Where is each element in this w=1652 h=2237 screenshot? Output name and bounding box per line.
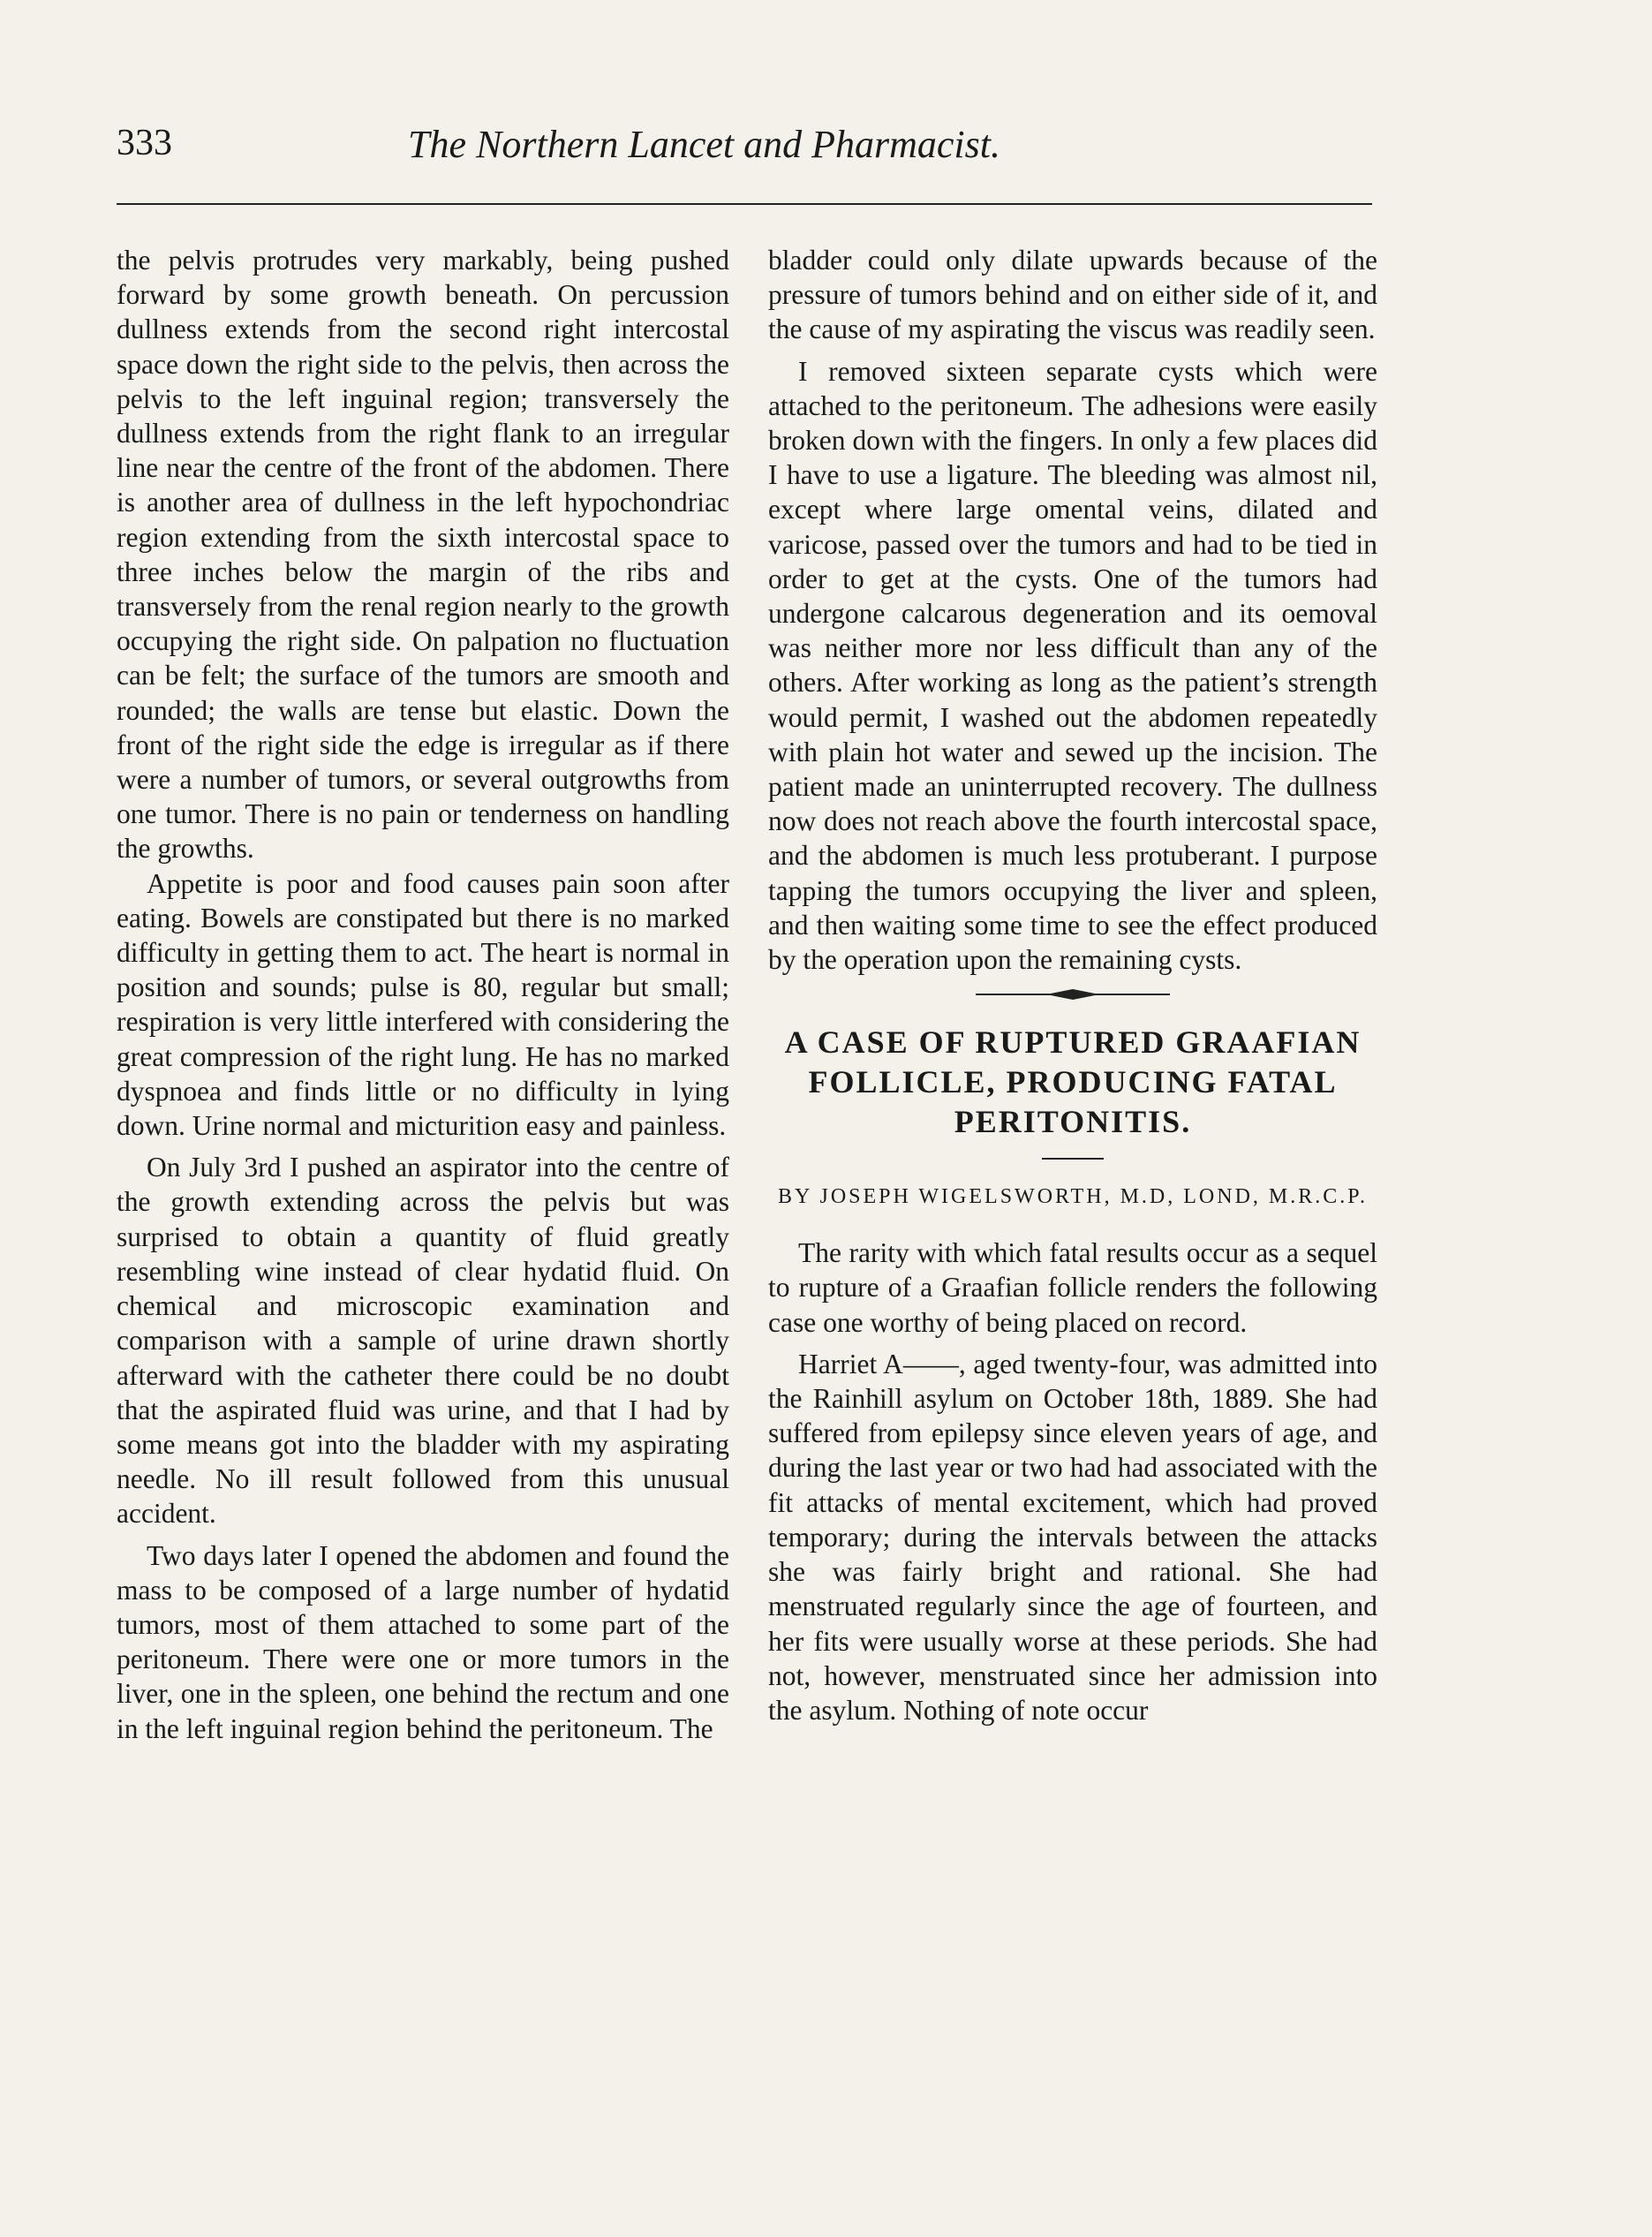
article-title: A CASE OF RUPTURED GRAAFIAN FOLLICLE, PRODUCING FATAL PERITONITIS.: [784, 1024, 1362, 1140]
title-rule: [1042, 1158, 1104, 1160]
right-column: [768, 243, 1377, 1727]
paragraph: I removed sixteen separate cysts which were attached to the peritoneum. The adhesions were easily broken down with the fingers. In only a few places did I have to use a ligature. The bleeding was almost nil, except where large omental veins, dilated and varicose, passed over the tumors and had to be tied in order to get at the cysts. One of the tumors had undergone calcarous degeneration and its oemoval was neither more nor less difficult than any of the others. After working as long as the patient’s strength would permit, I washed out the abdomen repeatedly with plain hot water and sewed up the incision. The patient made an uninterrupted recovery. The dullness now does not reach above the fourth intercostal space, and the abdomen is much less protuberant. I purpose tapping the tumors occupying the liver and spleen, and then waiting some time to see the effect produced by the operation upon the remaining cysts.: [768, 355, 1377, 976]
header-rule: [117, 203, 1372, 205]
paragraph: Appetite is poor and food causes pain soon after eating. Bowels are constipated but there is no marked difficulty in getting them to act. The heart is normal in position and sounds; pulse is 80, regular but small; respiration is very little interfered with considering the great compression of the right lung. He has no marked dyspnoea and finds little or no difficulty in lying down. Urine normal and micturition easy and painless.: [117, 867, 729, 1142]
paragraph: the pelvis protrudes very markably, being pushed forward by some growth beneath. On percussion dullness extends from the second right intercostal space down the right side to the pelvis, then across the pelvis to the left inguinal region; transversely the dullness extends from the right flank to an irregular line near the centre of the front of the abdomen. There is another area of dullness in the left hypochondriac region extending from the sixth intercostal space to three inches below the margin of the ribs and transversely from the renal region nearly to the growth occupying the right side. On palpation no fluctuation can be felt; the surface of the tumors are smooth and rounded; the walls are tense but elastic. Down the front of the right side the edge is irregular as if there were a number of tumors, or several outgrowths from one tumor. There is no pain or tenderness on handling the growths.: [117, 245, 729, 865]
section-divider-ornament: [976, 987, 1170, 1001]
paragraph: bladder could only dilate upwards because of the pressure of tumors behind and on either side of it, and the cause of my aspirating the viscus was readily seen.: [768, 245, 1377, 345]
page-number: 333: [117, 123, 172, 163]
page-header: [117, 122, 1372, 184]
paragraph: On July 3rd I pushed an aspirator into the centre of the growth extending across the pelvis but was surprised to obtain a quantity of fluid greatly resembling wine instead of clear hydatid fluid. On chemical and microscopic examination and comparison with a sample of urine drawn shortly afterward with the catheter there could be no doubt that the aspirated fluid was urine, and that I had by some means got into the bladder with my aspirating needle. No ill result followed from this unusual accident.: [117, 1152, 729, 1530]
paragraph: Two days later I opened the abdomen and found the mass to be composed of a large number of hydatid tumors, most of them attached to some part of the peritoneum. There were one or more tumors in the liver, one in the spleen, one behind the rectum and one in the left inguinal region behind the peritoneum. The: [117, 1539, 729, 1744]
paragraph: Harriet A——, aged twenty-four, was admitted into the Rainhill asylum on October 18th, 1889. She had suffered from epilepsy since eleven years of age, and during the last year or two had had associated with the fit attacks of mental excitement, which had proved temporary; during the intervals between the attacks she was fairly bright and rational. She had menstruated regularly since the age of fourteen, and her fits were usually worse at these periods. She had not, however, menstruated since her admission into the asylum. Nothing of note occur: [768, 1348, 1377, 1726]
paragraph: The rarity with which fatal results occur as a sequel to rupture of a Graafian follicle renders the following case one worthy of being placed on record.: [768, 1237, 1377, 1338]
running-title: The Northern Lancet and Pharmacist.: [408, 123, 1000, 166]
left-column: [117, 243, 729, 1746]
byline: BY JOSEPH WIGELSWORTH, M.D, LOND, M.R.C.P.: [778, 1185, 1368, 1209]
